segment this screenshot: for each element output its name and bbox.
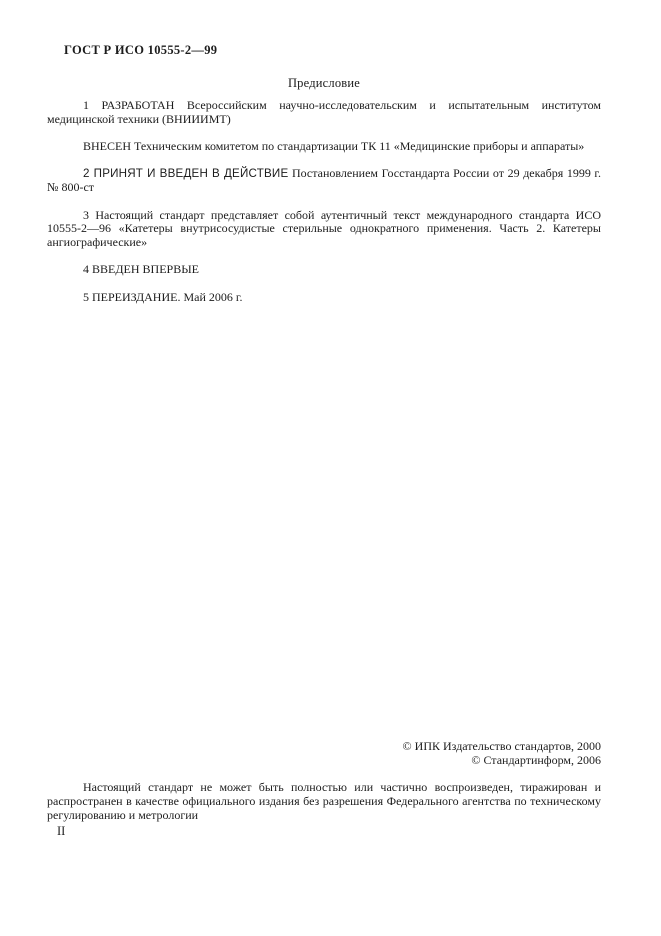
- preface-item-text: 4 ВВЕДЕН ВПЕРВЫЕ: [83, 262, 199, 277]
- preface-item-text: 3 Настоящий стандарт представляет собой аутентичный текст международного стандарта ИСО 10555-2—96 «Катетеры внутрисосудистые стерильные однократного применения. Часть 2. Катетеры ангиографические»: [47, 207, 601, 249]
- preface-item-authentic-text: [47, 209, 601, 250]
- preface-item-text: Постановлением Госстандарта России от 29 декабря 1999 г. № 800-ст: [47, 166, 601, 195]
- preface-item-submitted: [47, 140, 601, 154]
- preface-item-lead: 2 ПРИНЯТ И ВВЕДЕН В ДЕЙСТВИЕ: [83, 167, 289, 181]
- preface-item-adopted: [47, 167, 601, 194]
- page-number: II: [57, 824, 66, 838]
- preface-item-text: 5 ПЕРЕИЗДАНИЕ. Май 2006 г.: [83, 289, 243, 304]
- copyright-line-publisher: © ИПК Издательство стандартов, 2000: [402, 739, 601, 753]
- copyright-block: [47, 740, 601, 768]
- preface-title: Предисловие: [287, 76, 361, 90]
- copyright-line-standartinform: © Стандартинформ, 2006: [471, 752, 601, 767]
- preface-item-text: ВНЕСЕН Техническим комитетом по стандартизации ТК 11 «Медицинские приборы и аппараты»: [83, 139, 585, 154]
- standard-designation-header: ГОСТ Р ИСО 10555-2—99: [64, 43, 218, 57]
- preface-item-reissue: [47, 291, 601, 305]
- preface-item-text: 1 РАЗРАБОТАН Всероссийским научно-исследовательским и испытательным институтом медицинской техники (ВНИИИМТ): [47, 98, 601, 126]
- preface-item-developed: [47, 99, 601, 126]
- preface-body: [47, 99, 601, 304]
- preface-item-first-edition: [47, 263, 601, 277]
- restriction-note-block: [47, 781, 601, 823]
- restriction-note-text: Настоящий стандарт не может быть полностью или частично воспроизведен, тиражирован и распространен в качестве официального издания без разрешения Федерального агентства по техническому регулированию и метрологии: [47, 780, 601, 822]
